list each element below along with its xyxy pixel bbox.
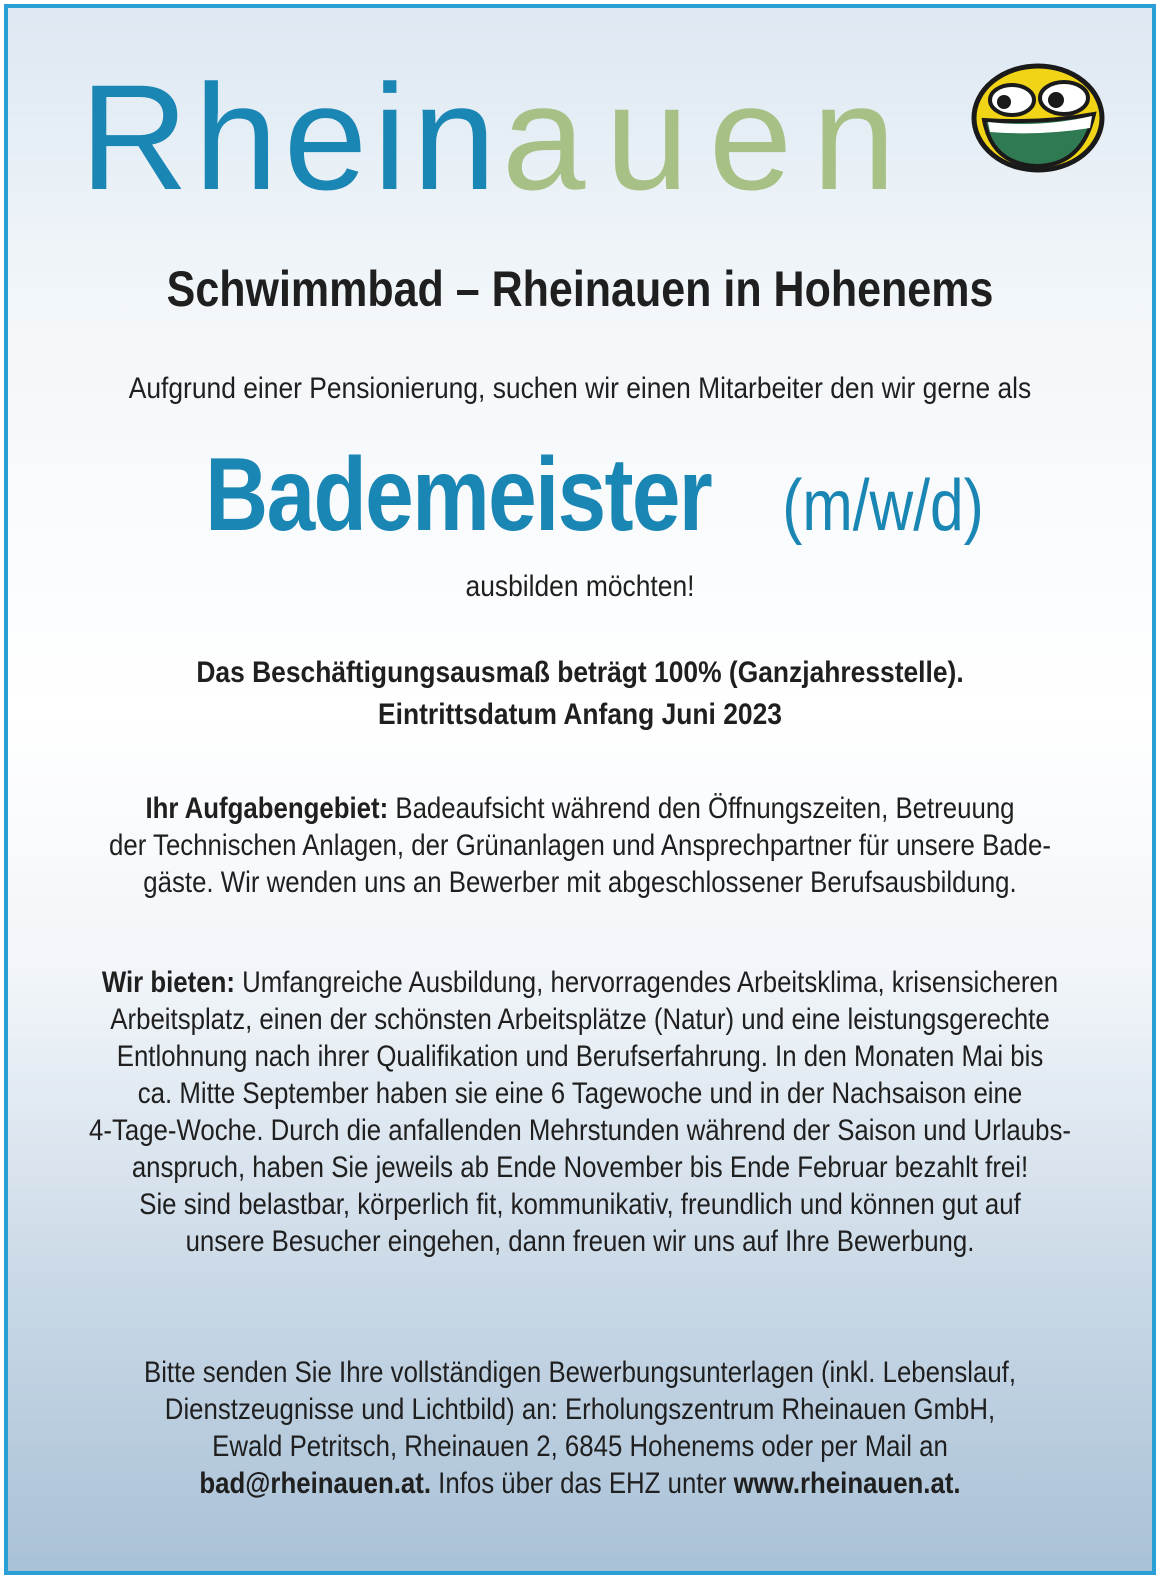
offer-line-5: 4-Tage-Woche. Durch die anfallenden Mehrstunden während der Saison und Urlaubs- [89,1114,1071,1147]
offer-paragraph [8,964,1152,1260]
smiley-face-icon [970,62,1106,174]
logo-part-rhein: Rhein [80,53,502,221]
offer-line-8: unsere Besucher eingehen, dann freuen wir uns auf Ihre Bewerbung. [185,1225,975,1258]
offer-line-3: Entlohnung nach ihrer Qualifikation und Berufserfahrung. In den Monaten Mai bis [116,1040,1044,1073]
contact-email[interactable]: bad@rheinauen.at. [199,1467,432,1500]
page-title: Schwimmbad – Rheinauen in Hohenems [166,261,994,317]
offer-line-1: Wir bieten: Umfangreiche Ausbildung, hervorragendes Arbeitsklima, krisensicheren [101,966,1059,999]
contact-infos: Infos über das EHZ unter [431,1467,734,1500]
contact-website[interactable]: www.rheinauen.at. [733,1467,961,1500]
contact-line-4 [88,1465,1072,1502]
contact-line-2: Dienstzeugnisse und Lichtbild) an: Erholungszentrum Rheinauen GmbH, [164,1393,996,1426]
tasks-line-3: gäste. Wir wenden uns an Bewerber mit abgeschlossener Berufsausbildung. [143,866,1017,899]
tasks-line-2: der Technischen Anlagen, der Grünanlagen und Ansprechpartner für unsere Bade- [109,829,1051,862]
offer-line-2: Arbeitsplatz, einen der schönsten Arbeitsplätze (Natur) und eine leistungsgerechte [110,1003,1050,1036]
intro-text: Aufgrund einer Pensionierung, suchen wir einen Mitarbeiter den wir gerne als [128,372,1032,405]
employment-line-2: Eintrittsdatum Anfang Juni 2023 [378,698,782,731]
contact-line-1: Bitte senden Sie Ihre vollständigen Bewerbungsunterlagen (inkl. Lebenslauf, [143,1356,1017,1389]
tasks-paragraph [8,790,1152,901]
tasks-line-1: Ihr Aufgabengebiet: Badeaufsicht während den Öffnungszeiten, Betreuung [145,792,1015,825]
employment-line-1: Das Beschäftigungsausmaß beträgt 100% (Ganzjahresstelle). [196,656,964,689]
offer-line-6: anspruch, haben Sie jeweils ab Ende November bis Ende Februar bezahlt frei! [131,1151,1029,1184]
job-title-suffix: (m/w/d) [782,466,985,546]
contact-line-3: Ewald Petritsch, Rheinauen 2, 6845 Hohenems oder per Mail an [212,1430,948,1463]
offer-line-4: ca. Mitte September haben sie eine 6 Tagewoche und in der Nachsaison eine [137,1077,1023,1110]
offer-line-7: Sie sind belastbar, körperlich fit, kommunikativ, freundlich und können gut auf [139,1188,1021,1221]
offer-label: Wir bieten: [101,966,235,999]
logo-part-auen: auen [501,53,916,221]
rheinauen-logo [80,52,916,222]
job-title-main: Bademeister [204,437,711,553]
outro-text: ausbilden möchten! [465,570,695,603]
tasks-label: Ihr Aufgabengebiet: [145,792,389,825]
job-title [8,436,1152,555]
job-advertisement [4,4,1156,1575]
contact-paragraph [8,1354,1152,1502]
